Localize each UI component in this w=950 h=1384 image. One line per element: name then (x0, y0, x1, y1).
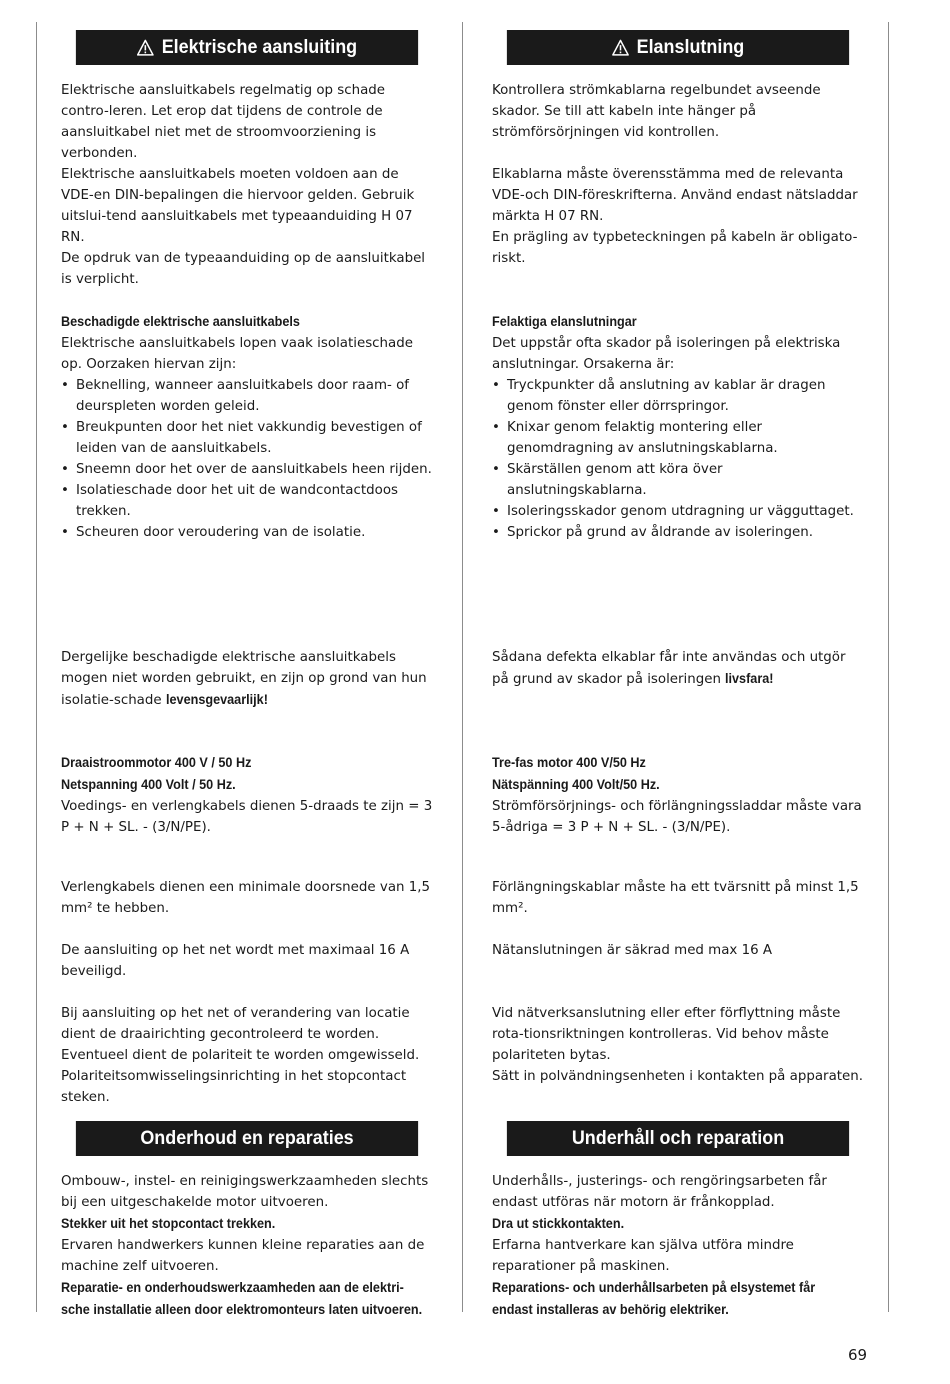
electrician-note-line1: Reparatie- en onderhoudswerkzaamheden aan de elektri- (61, 1280, 404, 1295)
type-marking-paragraph: De opdruk van de typeaanduiding op de aansluitkabel is verplicht. (61, 251, 426, 287)
section-header-title: Elanslutning (636, 36, 745, 58)
list-item: • Sprickor på grund av åldrande av isoleringen. (492, 522, 864, 543)
center-column-rule (462, 22, 463, 1312)
list-item: • Isoleringsskador genom utdragning ur vägguttaget. (492, 501, 864, 522)
extension-cable-paragraph: Verlengkabels dienen een minimale doorsnede van 1,5 mm² te hebben. (61, 880, 431, 916)
voltage-title: Netspanning 400 Volt / 50 Hz. (61, 777, 236, 792)
electrician-note-line2: sche installatie alleen door elektromonteurs laten uitvoeren. (61, 1302, 423, 1317)
fuse-paragraph: Nätanslutningen är säkrad med max 16 A (492, 943, 773, 958)
cable-standard-paragraph: Elektrische aansluitkabels moeten voldoen aan de VDE-en DIN-bepalingen die hiervoor gelden. Gebruik uitslui-tend aansluitkabels met typeaanduiding H 07 RN. (61, 167, 415, 245)
repairs-paragraph: Ervaren handwerkers kunnen kleine reparaties aan de machine zelf uitvoeren. (61, 1238, 425, 1274)
list-item: • Beknelling, wanneer aansluitkabels door raam- of deurspleten worden geleid. (61, 375, 433, 417)
rotation-direction-paragraph: Vid nätverksanslutning eller efter förflyttning måste rota-tionsriktningen kontrolleras. Vid behov måste polariteten bytas. (492, 1006, 841, 1063)
maintenance-paragraph: Underhålls-, justerings- och rengöringsarbeten får endast utföras när motorn är frånkopplad. (492, 1174, 827, 1210)
type-marking-paragraph: En prägling av typbeteckningen på kabeln är obligato-riskt. (492, 230, 858, 266)
damaged-cables-title: Beschadigde elektrische aansluitkabels (61, 314, 300, 329)
motor-cable-paragraph: Voedings- en verlengkabels dienen 5-draads te zijn = 3 P + N + SL. - (3/N/PE). (61, 799, 433, 835)
voltage-title: Nätspänning 400 Volt/50 Hz. (492, 777, 660, 792)
repairs-paragraph: Erfarna hantverkare kan själva utföra mindre reparationer på maskinen. (492, 1238, 794, 1274)
list-item: • Isolatieschade door het uit de wandcontactdoos trekken. (61, 480, 433, 522)
section-header-title: Elektrische aansluiting (161, 36, 358, 58)
polarity-paragraph: Polariteitsomwisselingsinrichting in het stopcontact steken. (61, 1069, 407, 1105)
danger-paragraph: Sådana defekta elkablar får inte användas och utgör på grund av skador på isoleringen livsfara! (492, 650, 846, 687)
damage-causes-list (492, 375, 864, 543)
maintenance-paragraph: Ombouw-, instel- en reinigingswerkzaamheden slechts bij een uitgeschakelde motor uitvoeren. (61, 1174, 429, 1210)
rotation-direction-paragraph: Bij aansluiting op het net of verandering van locatie dient de draairichting gecontroleerd te worden. Eventueel dient de polariteit te worden omgewisseld. (61, 1006, 420, 1063)
danger-emphasis: livsfara! (725, 671, 774, 686)
danger-emphasis: levensgevaarlijk! (165, 692, 268, 707)
section-header-onderhoud (76, 1121, 418, 1156)
section-header-title: Underhåll och reparation (571, 1127, 785, 1149)
damage-causes-list (61, 375, 433, 543)
list-item: • Tryckpunkter då anslutning av kablar är dragen genom fönster eller dörrspringor. (492, 375, 864, 417)
motor-cable-paragraph: Strömförsörjnings- och förlängningssladdar måste vara 5-ådriga = 3 P + N + SL. - (3/N/PE). (492, 799, 862, 835)
motor-title: Draaistroommotor 400 V / 50 Hz (61, 755, 252, 770)
section-header-underhall (507, 1121, 849, 1156)
right-margin-rule (888, 22, 889, 1312)
list-item: • Scheuren door veroudering van de isolatie. (61, 522, 433, 543)
fuse-paragraph: De aansluiting op het net wordt met maximaal 16 A beveiligd. (61, 943, 410, 979)
warning-triangle-icon (612, 39, 629, 56)
list-item: • Skärställen genom att köra över anslutningskablarna. (492, 459, 864, 501)
list-item: • Knixar genom felaktig montering eller genomdragning av anslutningskablarna. (492, 417, 864, 459)
motor-title: Tre-fas motor 400 V/50 Hz (492, 755, 646, 770)
electrician-note-line2: endast installeras av behörig elektriker. (492, 1302, 729, 1317)
warning-triangle-icon (137, 39, 154, 56)
intro-paragraph: Elektrische aansluitkabels regelmatig op schade contro-leren. Let erop dat tijdens de controle de aansluitkabel niet met de stroomvoorziening is verbonden. (61, 83, 386, 161)
list-item: • Breukpunten door het niet vakkundig bevestigen of leiden van de aansluitkabels. (61, 417, 433, 459)
list-item: • Sneemn door het over de aansluitkabels heen rijden. (61, 459, 433, 480)
section-header-title: Onderhoud en reparaties (140, 1127, 354, 1149)
danger-paragraph: Dergelijke beschadigde elektrische aansluitkabels mogen niet worden gebruikt, en zijn op grond van hun isolatie-schade levensgevaarlijk! (61, 650, 427, 708)
electrician-note-line1: Reparations- och underhållsarbeten på elsystemet får (492, 1280, 816, 1295)
left-margin-rule (36, 22, 37, 1312)
cable-standard-paragraph: Elkablarna måste överensstämma med de relevanta VDE-och DIN-föreskrifterna. Använd endast nätsladdar märkta H 07 RN. (492, 167, 858, 224)
section-header-elektrische-aansluiting (76, 30, 418, 65)
damaged-cables-title: Felaktiga elanslutningar (492, 314, 637, 329)
section-header-elanslutning (507, 30, 849, 65)
damaged-cables-intro: Elektrische aansluitkabels lopen vaak isolatieschade op. Oorzaken hiervan zijn: (61, 336, 413, 372)
page-number: 69 (848, 1346, 868, 1364)
intro-paragraph: Kontrollera strömkablarna regelbundet avseende skador. Se till att kabeln inte hänger på strömförsörjningen vid kontrollen. (492, 83, 821, 140)
extension-cable-paragraph: Förlängningskablar måste ha ett tvärsnitt på minst 1,5 mm². (492, 880, 859, 916)
unplug-instruction: Stekker uit het stopcontact trekken. (61, 1216, 276, 1231)
polarity-paragraph: Sätt in polvändningsenheten i kontakten på apparaten. (492, 1069, 864, 1084)
damaged-cables-intro: Det uppstår ofta skador på isoleringen på elektriska anslutningar. Orsakerna är: (492, 336, 841, 372)
unplug-instruction: Dra ut stickkontakten. (492, 1216, 625, 1231)
